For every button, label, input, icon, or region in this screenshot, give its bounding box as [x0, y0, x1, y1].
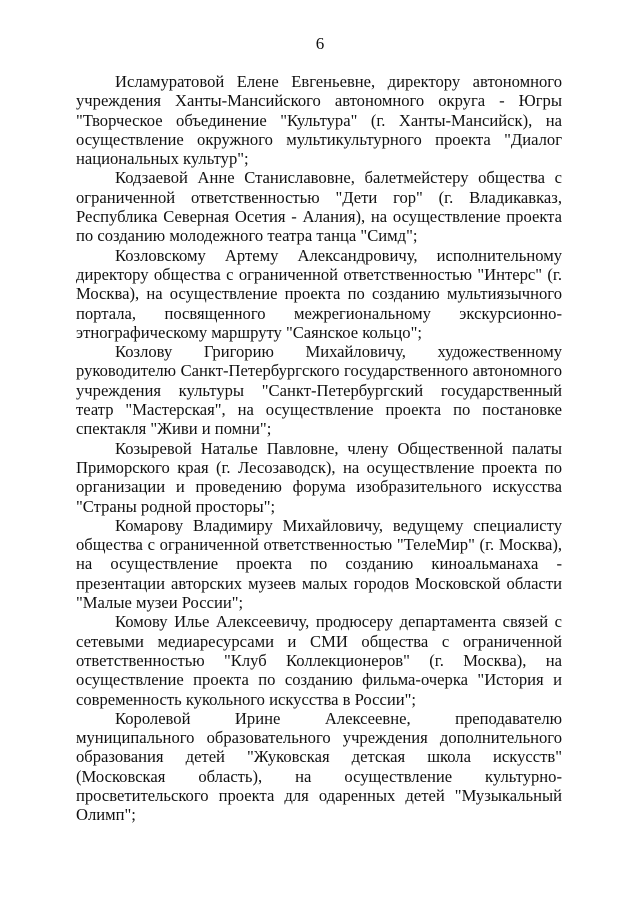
paragraph-komarov: Комарову Владимиру Михайловичу, ведущему специалисту общества с ограниченной ответственностью "ТелеМир" (г. Москва), на осуществление проекта по созданию киноальманаха - презентации авторских музеев малых городов Московской области "Малые музеи России";	[76, 515, 562, 613]
paragraph-kozlovsky: Козловскому Артему Александровичу, исполнительному директору общества с ограниченной ответственностью "Интерс" (г. Москва), на осуществление проекта по созданию мультиязычного портала, посвященного межрегиональному экскурсионно-этнографическому маршруту "Саянское кольцо";	[76, 245, 562, 342]
paragraph-koroleva: Королевой Ирине Алексеевне, преподавателю муниципального образовательного учреждения дополнительного образования детей "Жуковская детская школа искусств" (Московская область), на осуществление культурно-просветительского проекта для одаренных детей "Музыкальный Олимп";	[76, 708, 562, 825]
paragraph-kozyreva: Козыревой Наталье Павловне, члену Общественной палаты Приморского края (г. Лесозаводск), на осуществление проекта по организации и проведению форума изобразительного искусства "Страны родной просторы";	[76, 438, 562, 516]
paragraph-komov: Комову Илье Алексеевичу, продюсеру департамента связей с сетевыми медиаресурсами и СМИ общества с ограниченной ответственностью "Клуб Коллекционеров" (г. Москва), на осуществление проекта по созданию фильма-очерка "История и современность кукольного искусства в России";	[76, 612, 562, 709]
document-body	[76, 72, 562, 825]
paragraph-kozlov: Козлову Григорию Михайловичу, художественному руководителю Санкт-Петербургского государственного автономного учреждения культуры "Санкт-Петербургский государственный театр "Мастерская", на осуществление проекта по постановке спектакля "Живи и помни";	[76, 342, 562, 439]
paragraph-kodzaeva: Кодзаевой Анне Станиславовне, балетмейстеру общества с ограниченной ответственностью "Дети гор" (г. Владикавказ, Республика Северная Осетия - Алания), на осуществление проекта по созданию молодежного театра танца "Симд";	[76, 168, 562, 246]
paragraph-islamuratova: Исламуратовой Елене Евгеньевне, директору автономного учреждения Ханты-Мансийского автономного округа - Югры "Творческое объединение "Культура" (г. Ханты-Мансийск), на осуществление окружного мультикультурного проекта "Диалог национальных культур";	[76, 72, 562, 169]
page-number: 6	[315, 34, 325, 53]
